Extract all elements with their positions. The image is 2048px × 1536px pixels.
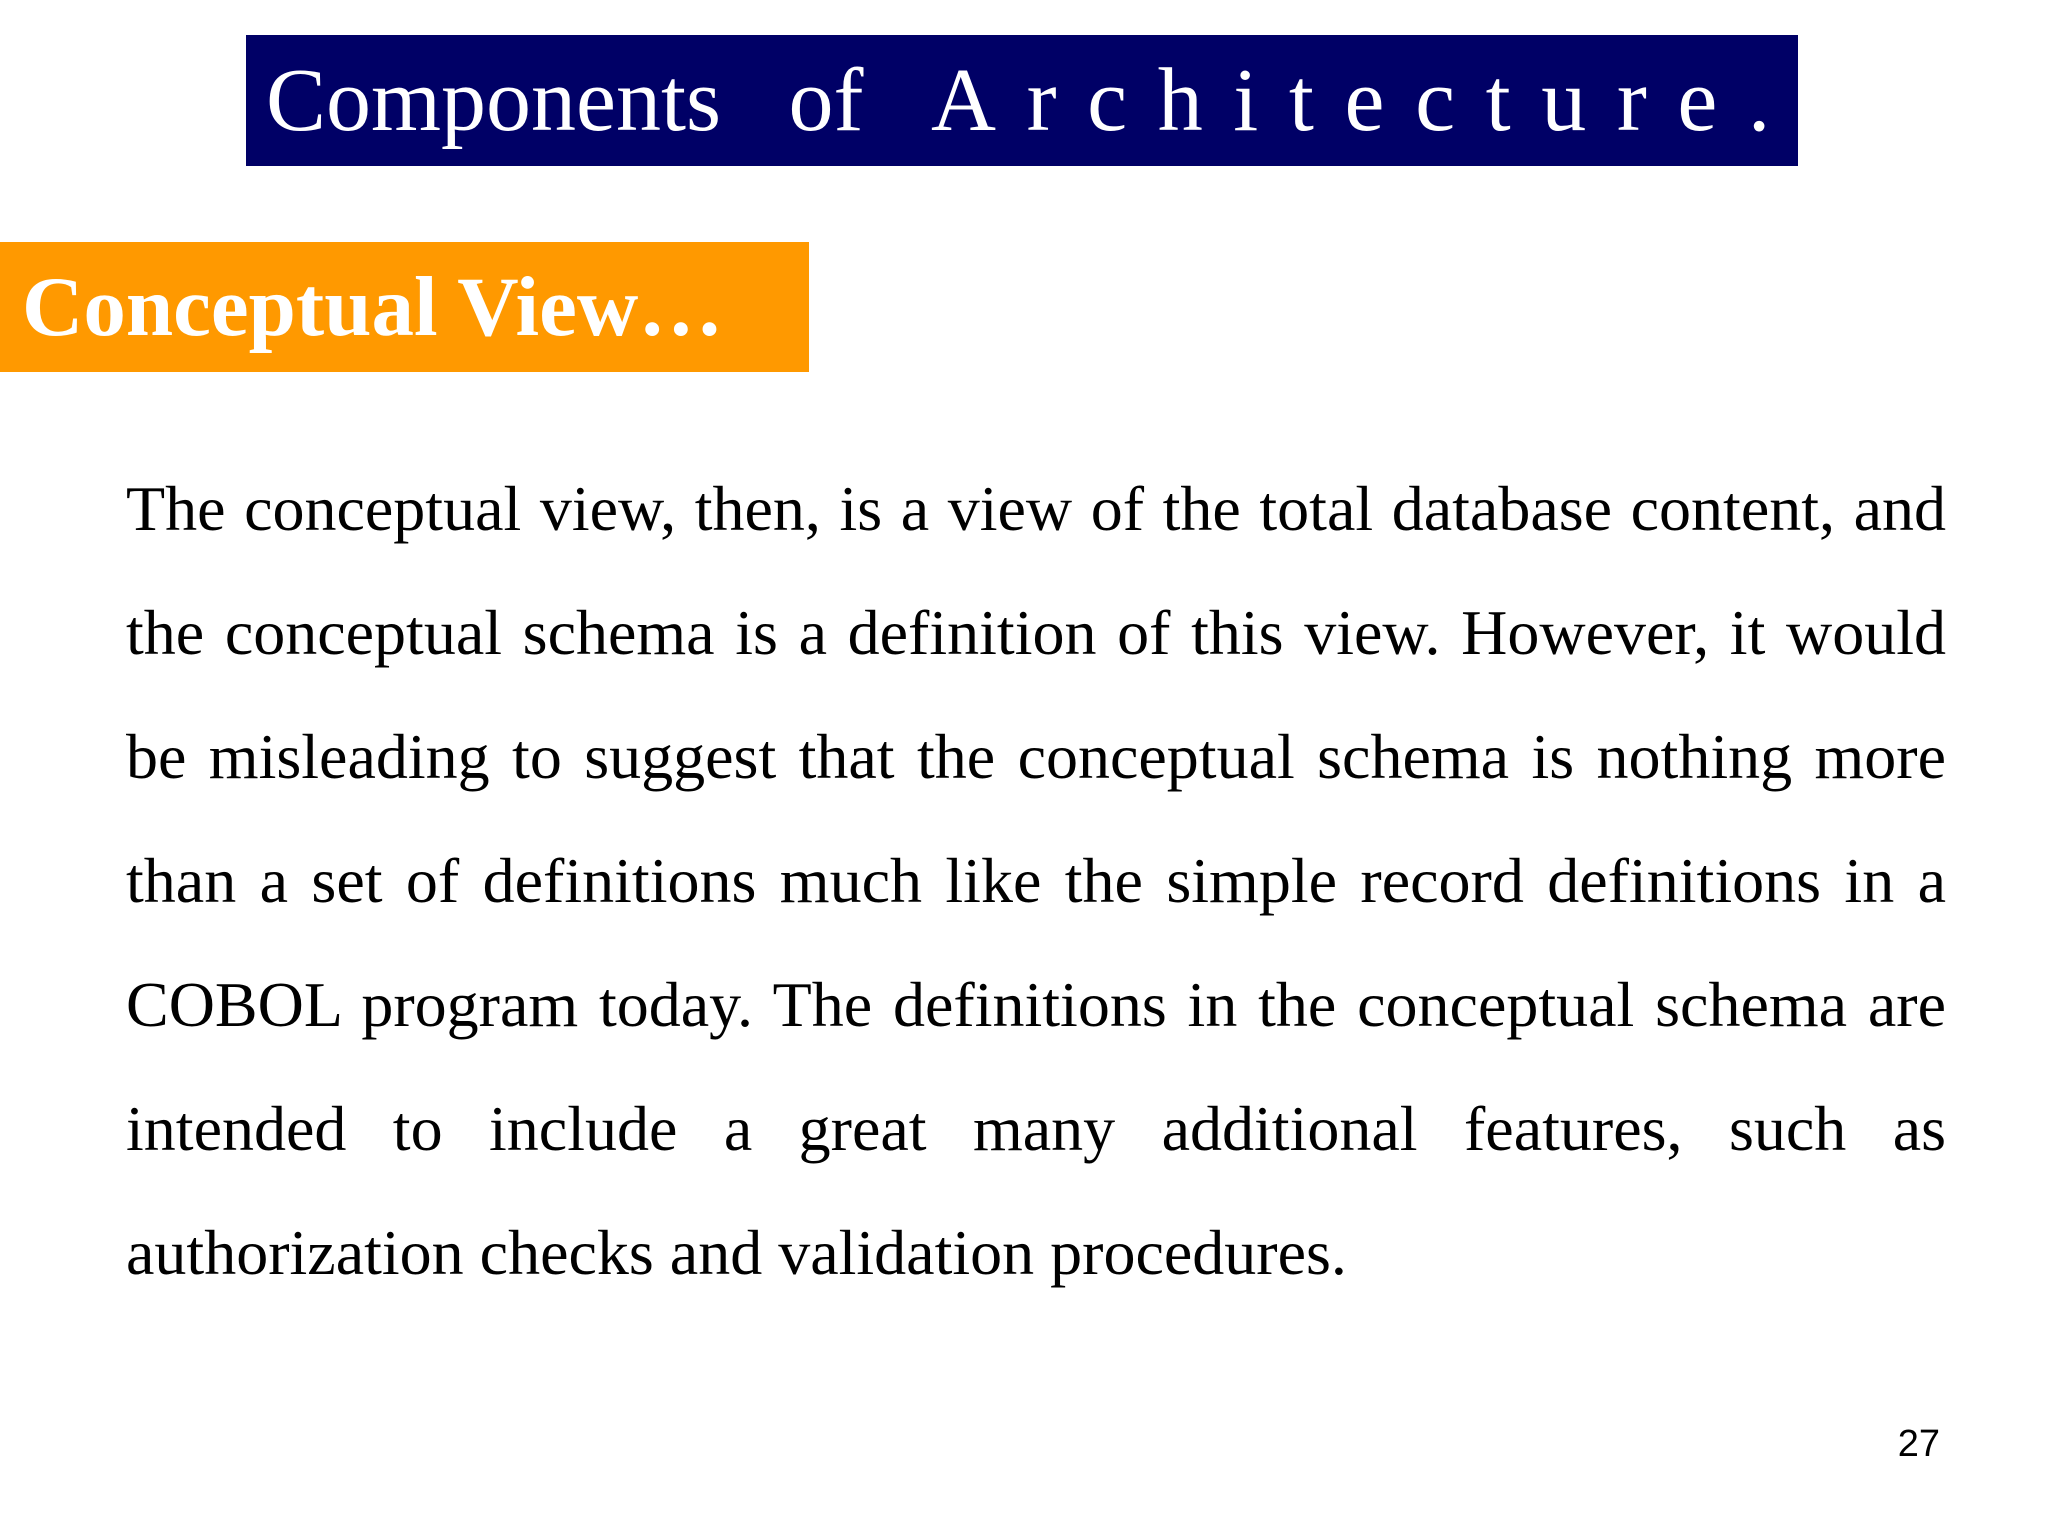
section-heading-bar [0,242,809,372]
title-word-components: Components [266,50,722,150]
title-word-architecture: Architecture... [931,50,1908,150]
title-bar [246,35,1908,166]
section-heading: Conceptual View… [22,259,724,354]
title-word-of: of [788,50,864,150]
slide-title [266,50,1908,150]
body-paragraph: The conceptual view, then, is a view of the total database content, and the conceptual schema is a definition of this view. However, it would be misleading to suggest that the conceptual schema is nothing more than a set of definitions much like the simple record definitions in a COBOL program today. The definitions in the conceptual schema are intended to include a great many additional features, such as authorization checks and validation procedures. [126,473,1946,1288]
page-number: 27 [1897,1423,1940,1465]
